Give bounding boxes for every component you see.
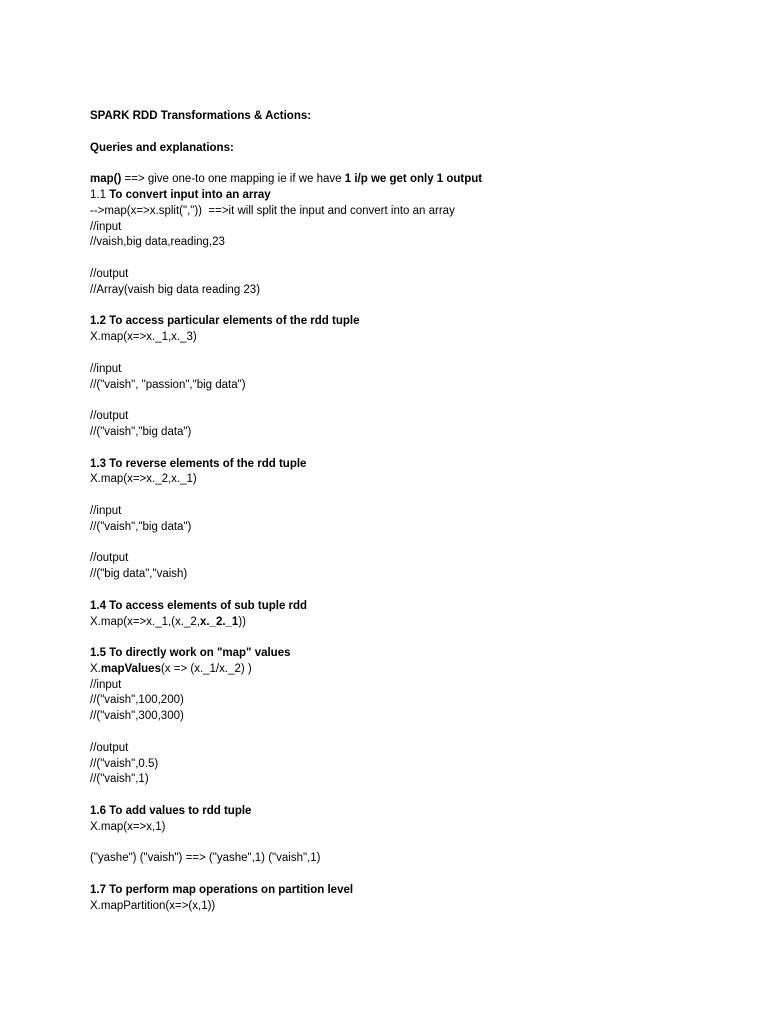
spacer [90, 488, 730, 504]
spacer [90, 251, 730, 267]
code-line: -->map(x=>x.split(",")) ==>it will split the input and convert into an array [90, 204, 455, 217]
output-label: //output [90, 267, 129, 280]
spacer [90, 299, 730, 315]
code-part: )) [238, 615, 246, 628]
output-label: //output [90, 410, 129, 423]
section-1-3-heading: 1.3 To reverse elements of the rdd tuple [90, 457, 307, 470]
spacer [90, 441, 730, 457]
input-label: //input [90, 678, 122, 691]
code-line: X.mapPartition(x=>(x,1)) [90, 899, 216, 912]
output-value: //("vaish",1) [90, 773, 149, 786]
section-number: 1.1 [90, 188, 110, 201]
spacer [90, 788, 730, 804]
document-subtitle: Queries and explanations: [90, 141, 234, 154]
output-value: //("vaish",0.5) [90, 757, 159, 770]
map-bold-text: 1 i/p we get only 1 output [344, 173, 483, 186]
input-value: //("vaish","big data") [90, 520, 192, 533]
spacer [90, 583, 730, 599]
code-bold-part: mapValues [100, 662, 161, 675]
input-value: //("vaish",300,300) [90, 710, 184, 723]
spacer [90, 630, 730, 646]
output-value: //("big data","vaish) [90, 568, 188, 581]
code-part: X.map(x=>x._1,(x._2, [90, 615, 200, 628]
code-part: (x => (x._1/x._2) ) [160, 662, 252, 675]
code-part: X. [90, 662, 101, 675]
spacer [90, 725, 730, 741]
input-value: //("vaish", "passion","big data") [90, 378, 246, 391]
input-label: //input [90, 362, 122, 375]
map-label: map() [90, 173, 122, 186]
section-title: To convert input into an array [109, 188, 271, 201]
input-value: //("vaish",100,200) [90, 694, 184, 707]
code-line: X.map(x=>x._1,x._3) [90, 331, 197, 344]
spacer [90, 346, 730, 362]
section-1-4-heading: 1.4 To access elements of sub tuple rdd [90, 599, 308, 612]
output-value: //Array(vaish big data reading 23) [90, 283, 261, 296]
spacer [90, 393, 730, 409]
spacer [90, 867, 730, 883]
code-bold-part: x._2._1 [199, 615, 239, 628]
input-value: //vaish,big data,reading,23 [90, 236, 225, 249]
section-1-2-heading: 1.2 To access particular elements of the rdd tuple [90, 315, 360, 328]
map-text: ==> give one-to one mapping ie if we have [121, 173, 345, 186]
spacer [90, 836, 730, 852]
section-1-5-heading: 1.5 To directly work on "map" values [90, 647, 291, 660]
input-label: //input [90, 504, 122, 517]
code-line: X.map(x=>x,1) [90, 820, 166, 833]
output-label: //output [90, 552, 129, 565]
output-value: //("vaish","big data") [90, 425, 192, 438]
output-label: //output [90, 741, 129, 754]
code-line [90, 615, 730, 631]
section-1-7-heading: 1.7 To perform map operations on partition level [90, 884, 354, 897]
section-1-1-heading [90, 188, 730, 204]
document-page [90, 109, 730, 915]
example-line: ("yashe") ("vaish") ==> ("yashe",1) ("vaish",1) [90, 852, 321, 865]
spacer [90, 156, 730, 172]
input-label: //input [90, 220, 122, 233]
spacer [90, 125, 730, 141]
spacer [90, 536, 730, 552]
document-title: SPARK RDD Transformations & Actions: [90, 110, 312, 122]
section-1-6-heading: 1.6 To add values to rdd tuple [90, 805, 252, 818]
code-line: X.map(x=>x._2,x._1) [90, 473, 197, 486]
code-line [90, 662, 730, 678]
map-intro [90, 172, 730, 188]
